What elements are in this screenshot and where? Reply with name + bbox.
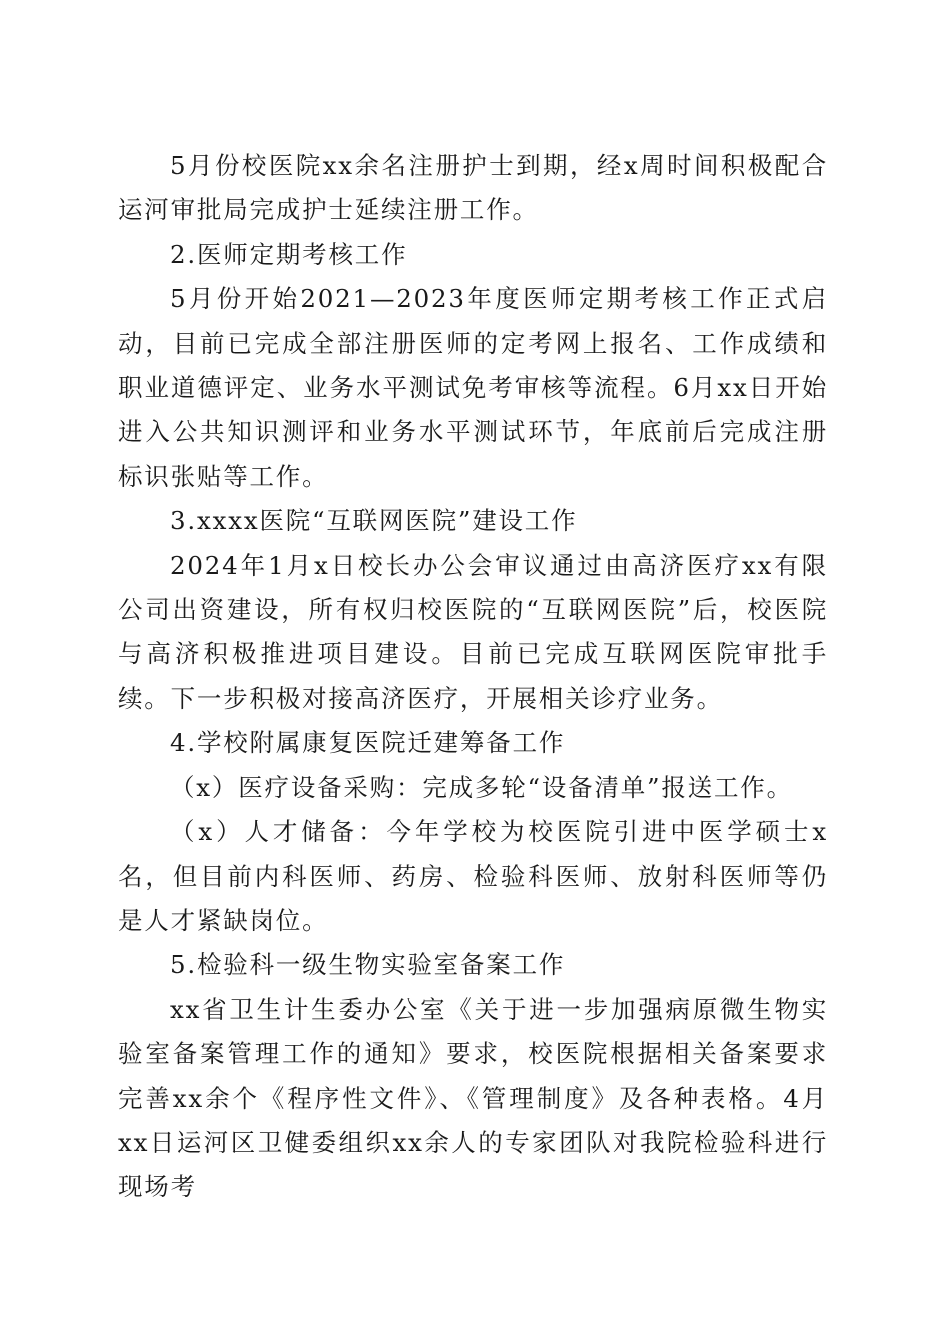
paragraph-equipment-purchase: （x）医疗设备采购：完成多轮“设备清单”报送工作。 xyxy=(170,772,793,802)
heading-internet-hospital: 3.xxxx医院“互联网医院”建设工作 xyxy=(170,506,578,536)
heading-biolab-filing: 5.检验科一级生物实验室备案工作 xyxy=(170,950,566,980)
paragraph-physician-assessment: 5月份开始2021—2023年度医师定期考核工作正式启动，目前已完成全部注册医师的定考网上报名、工作成绩和职业道德评定、业务水平测试免考审核等流程。6月xx日开始进入公共知识测评和业务水平测试环节，年底前后完成注册标识张贴等工作。 xyxy=(118,284,828,491)
paragraph-talent-reserve: （x）人才储备：今年学校为校医院引进中医学硕士x名，但目前内科医师、药房、检验科医师、放射科医师等仍是人才紧缺岗位。 xyxy=(118,817,828,935)
heading-physician-assessment: 2.医师定期考核工作 xyxy=(170,239,408,269)
document-body xyxy=(118,144,828,1210)
heading-rehab-hospital: 4.学校附属康复医院迁建筹备工作 xyxy=(170,728,566,758)
paragraph-biolab-filing: xx省卫生计生委办公室《关于进一步加强病原微生物实验室备案管理工作的通知》要求，校医院根据相关备案要求完善xx余个《程序性文件》、《管理制度》及各种表格。4月xx日运河区卫健委组织xx余人的专家团队对我院检验科进行现场考 xyxy=(118,994,828,1202)
paragraph-nurse-registration: 5月份校医院xx余名注册护士到期，经x周时间积极配合运河审批局完成护士延续注册工作。 xyxy=(118,151,828,225)
paragraph-internet-hospital: 2024年1月x日校长办公会审议通过由高济医疗xx有限公司出资建设，所有权归校医院的“互联网医院”后，校医院与高济积极推进项目建设。目前已完成互联网医院审批手续。下一步积极对接高济医疗，开展相关诊疗业务。 xyxy=(118,550,828,713)
